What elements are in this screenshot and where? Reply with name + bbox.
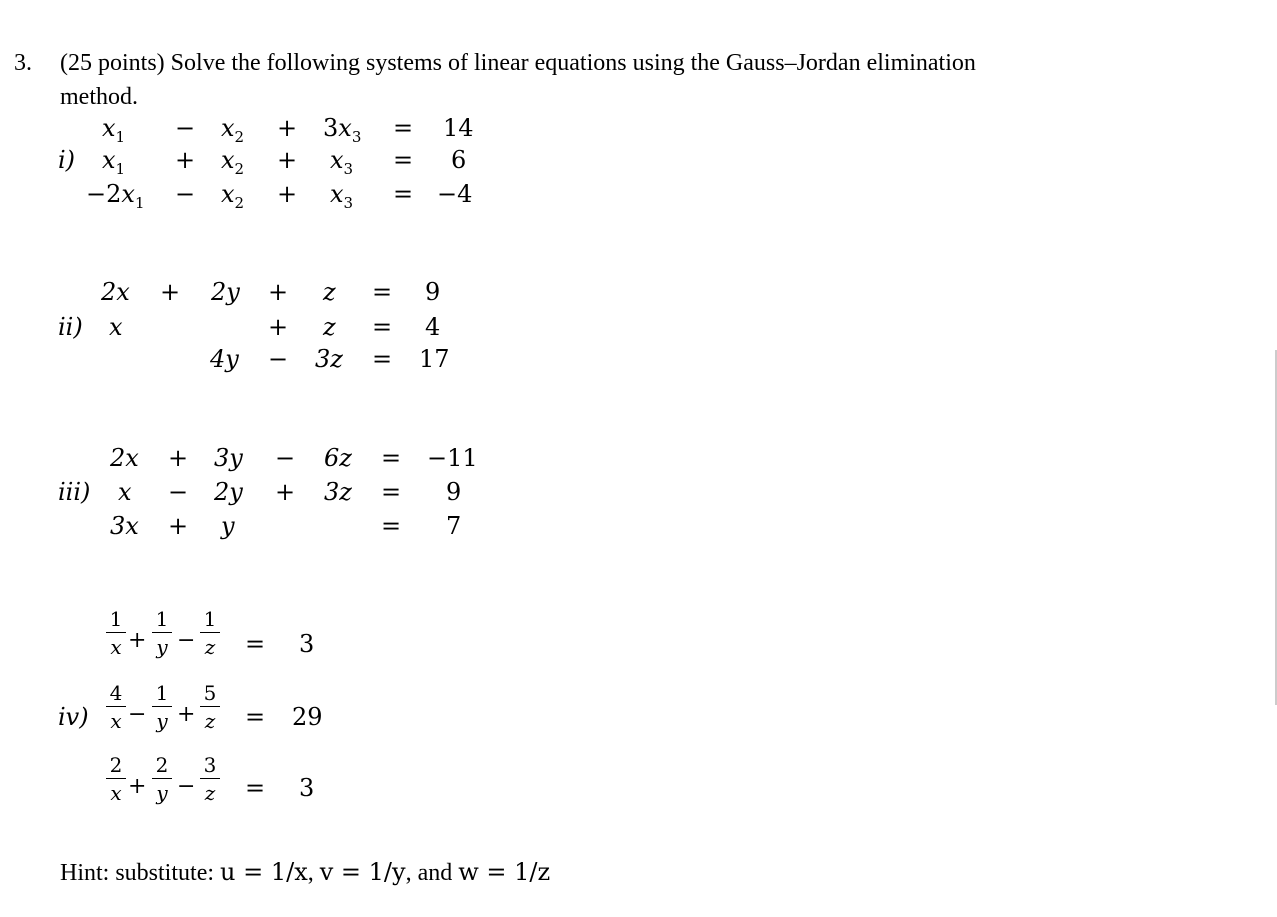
system-iv-label: iv) [58,703,89,731]
system-i-r3-t2: $x_2$ [221,180,245,212]
system-i-r1-op2: + [277,114,298,142]
system-i-r1-t2: $x_2$ [221,114,245,146]
system-iv-r1-op1: + [128,628,147,653]
system-ii-r3-rhs: 17 [419,345,450,373]
system-iv-r2-op2: + [177,702,196,727]
system-iv-r2-frac-4x: 4 x [105,682,127,732]
system-iii-r1-rhs: −11 [427,444,478,472]
system-i-r2-rhs: 6 [451,146,467,174]
system-iv-r3-op1: + [128,774,147,799]
system-ii-r2-eq: = [372,313,393,341]
system-iv-r2-rhs: 29 [292,703,323,731]
system-ii-r1-op2: + [268,278,289,306]
problem-number: 3. [14,50,32,76]
hint-sep2: , and [405,860,459,886]
system-iv-r2-op1: − [128,702,147,727]
hint-prefix: Hint: substitute: [60,860,221,886]
system-ii-r1-op1: + [160,278,181,306]
system-iii-r2-rhs: 9 [446,478,462,506]
system-i-r3-t3: $x_3$ [330,180,354,212]
system-i-r2-eq: = [393,146,414,174]
problem-statement [60,50,976,77]
problem-statement-line2: method. [60,84,138,110]
system-iii-r1-eq: = [381,444,402,472]
hint-u: u = 1/x [220,858,308,886]
system-iv-r1-op2: − [177,628,196,653]
system-ii-r2-t1: x [109,313,123,341]
system-ii-label: ii) [58,313,83,341]
system-ii-r2-t3: z [323,313,336,341]
system-iii-r2-t1: x [118,478,132,506]
system-ii-r1-eq: = [372,278,393,306]
system-iii-r1-op2: − [275,444,296,472]
system-iii-r1-op1: + [168,444,189,472]
system-iv-r1-rhs: 3 [299,630,315,658]
system-iv-r1-frac-1y: 1 y [151,608,173,658]
system-iii-r2-t3: 3z [324,478,352,506]
system-iv-r3-frac-3z: 3 z [199,754,221,804]
system-iv-r1-frac-1x: 1 x [105,608,127,658]
system-i-label: i) [58,146,76,174]
hint-sep1: , [307,860,320,886]
hint-v: v = 1/y [319,858,406,886]
system-i-r3-op1: − [175,180,196,208]
system-ii-r1-t2: 2y [211,278,240,306]
system-iii-r2-eq: = [381,478,402,506]
system-ii-r3-t2: 4y [210,345,239,373]
system-i-r3-rhs: −4 [437,180,473,208]
hint-w: w = 1/z [458,858,551,886]
system-ii-r3-t3: 3z [315,345,343,373]
system-iii-r3-rhs: 7 [446,512,462,540]
system-ii-r3-op2: − [268,345,289,373]
system-i-r2-t1: $x_1$ [102,146,126,178]
system-ii-r1-t1: 2x [101,278,130,306]
system-i-r2-t2: $x_2$ [221,146,245,178]
system-iii-r3-eq: = [381,512,402,540]
system-iv-r1-eq: = [245,630,266,658]
system-iv-r1-frac-1z: 1 z [199,608,221,658]
system-iii-r3-t2: y [221,512,235,540]
system-ii-r2-rhs: 4 [425,313,441,341]
system-iii-r1-t1: 2x [110,444,139,472]
system-i-r1-op1: − [175,114,196,142]
system-iv-r2-eq: = [245,703,266,731]
hint [60,858,550,887]
system-iv-r3-eq: = [245,774,266,802]
system-iii-r3-t1: 3x [110,512,139,540]
system-iv-r3-frac-2y: 2 y [151,754,173,804]
system-iv-r3-frac-2x: 2 x [105,754,127,804]
problem-statement-line1: Solve the following systems of linear equations using the Gauss–Jordan elimination [170,50,976,76]
system-ii-r1-rhs: 9 [425,278,441,306]
system-iii-r2-op2: + [275,478,296,506]
system-ii-r3-eq: = [372,345,393,373]
system-i-r2-op1: + [175,146,196,174]
system-ii-r2-op2: + [268,313,289,341]
system-iv-r3-rhs: 3 [299,774,315,802]
system-i-r3-t1: $-2x_1$ [86,180,145,212]
system-iv-r2-frac-5z: 5 z [199,682,221,732]
system-i-r1-rhs: 14 [443,114,474,142]
system-i-r3-eq: = [393,180,414,208]
system-i-r1-t3: $3x_3$ [323,114,362,146]
system-ii-r1-t3: z [323,278,336,306]
system-i-r1-eq: = [393,114,414,142]
system-i-r2-t3: $x_3$ [330,146,354,178]
system-iii-r1-t2: 3y [214,444,243,472]
system-iii-r3-op1: + [168,512,189,540]
system-iv-r2-frac-1y: 1 y [151,682,173,732]
system-i-r1-t1: $x_1$ [102,114,126,146]
system-iii-label: iii) [58,478,91,506]
system-iii-r1-t3: 6z [324,444,352,472]
problem-points: (25 points) [60,50,165,76]
system-iv-r3-op2: − [177,774,196,799]
system-iii-r2-t2: 2y [214,478,243,506]
system-iii-r2-op1: − [168,478,189,506]
system-i-r2-op2: + [277,146,298,174]
system-i-r3-op2: + [277,180,298,208]
